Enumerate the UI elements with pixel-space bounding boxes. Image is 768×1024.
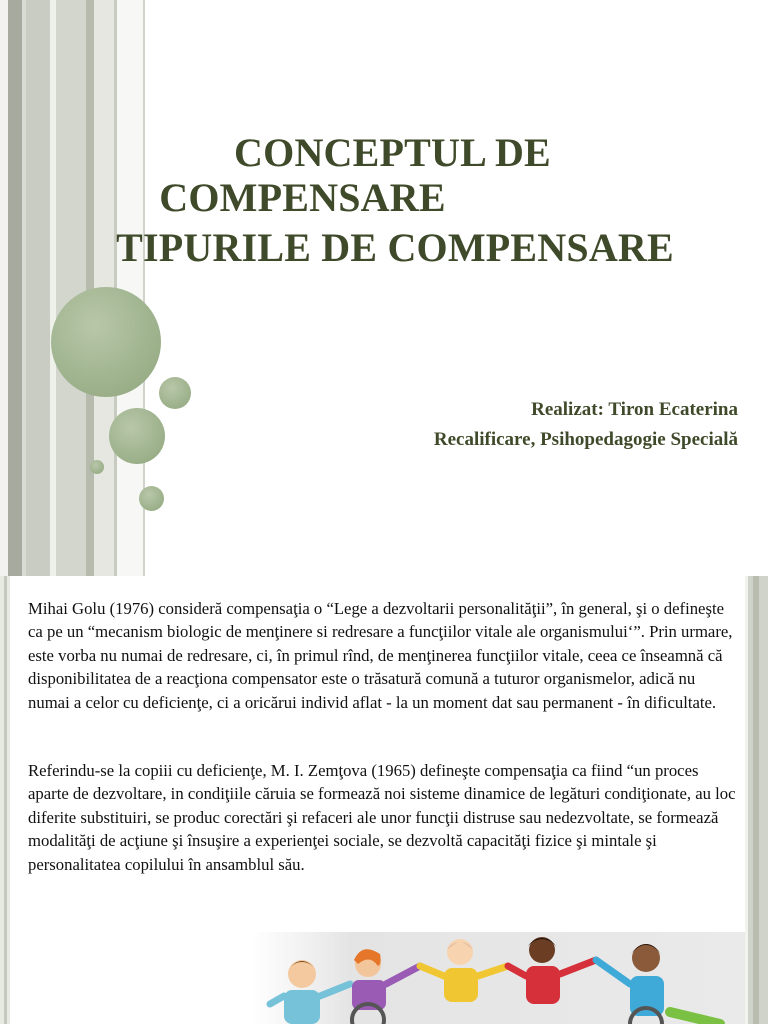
author-block — [434, 395, 738, 455]
title-line: COMPENSARE — [159, 175, 446, 220]
content-slide — [10, 576, 745, 1024]
decorative-circle-tiny — [90, 460, 104, 474]
slide-title — [0, 128, 768, 273]
decorative-circle-large — [51, 287, 161, 397]
author-program: Recalificare, Psihopedagogie Specială — [433, 429, 738, 450]
decorative-circle-small — [159, 377, 191, 409]
children-holding-hands-icon — [250, 932, 745, 1024]
title-line: TIPURILE DE COMPENSARE — [116, 225, 674, 270]
decorative-circle-small — [139, 486, 164, 511]
decorative-stripes — [0, 0, 150, 576]
slide-edge-right — [745, 576, 768, 1024]
slide-edge-left — [0, 576, 10, 1024]
author-name: Realizat: Tiron Ecaterina — [531, 399, 738, 420]
paragraph-golu: Mihai Golu (1976) consideră compensaţia o “Lege a dezvoltarii personalităţii”, în general, şi o defineşte ca pe un “mecanism biologic de menţinere si redresare a funcţiilor vitale ale organismului‘”. Prin urmare, este vorba nu numai de redresare, ci, în primul rînd, de menţinerea funcţiilor vitale, ceea ce înseamnă că disponibilitatea de a reacţiona compensator este o trăsatură comună a tuturor organismelor, adică nu numai a celor cu deficienţe, ci a oricărui individ aflat - la un moment dat sau permanent - în dificultate. — [28, 599, 733, 712]
decorative-circle-medium — [109, 408, 165, 464]
paragraph-zemtova: Referindu-se la copiii cu deficienţe, M. I. Zemţova (1965) defineşte compensaţia ca fiind “un proces aparte de dezvoltare, in condiţiile căruia se formează noi sisteme dinamice de legături condiţionate, au loc diferite substituiri, se produc corectări şi refaceri ale unor funcţii distruse sau nedezvoltate, se formează modalităţi de acţiune şi însuşire a experienţei sociale, se dezvoltă capacităţi fizice şi mintale şi personalitatea copilului în ansamblul său. — [28, 761, 736, 874]
title-line: CONCEPTUL DE — [234, 130, 551, 175]
